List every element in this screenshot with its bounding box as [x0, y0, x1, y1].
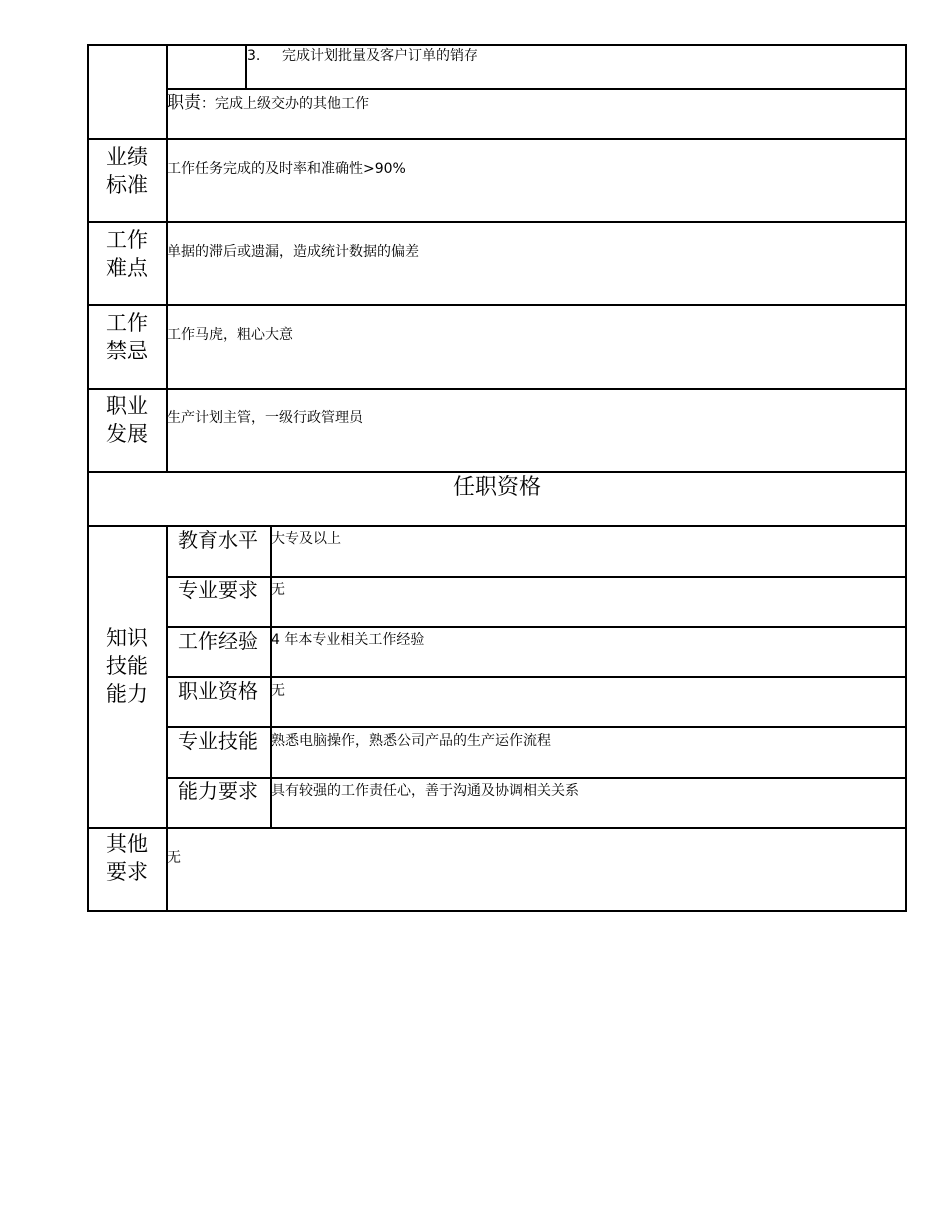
duty-other-text: ：完成上级交办的其他工作 — [201, 96, 369, 112]
work-difficulty-label: 工作 难点 — [106, 228, 148, 280]
table-border-bottom — [87, 910, 907, 912]
career-development-label: 职业 发展 — [106, 394, 148, 446]
work-difficulty-content: 单据的滞后或遗漏，造成统计数据的偏差 — [167, 244, 419, 260]
other-requirements-value: 无 — [167, 850, 181, 866]
qualification-label-ability: 能力要求 — [178, 779, 258, 803]
row-divider — [87, 304, 907, 306]
row-divider — [166, 626, 907, 628]
row-divider — [166, 726, 907, 728]
knowledge-skills-label: 知识 技能 能力 — [106, 626, 148, 706]
work-taboo-label: 工作 禁忌 — [106, 311, 148, 363]
qualification-value-ability: 具有较强的工作责任心，善于沟通及协调相关关系 — [271, 783, 579, 799]
row-divider — [87, 221, 907, 223]
qualification-value-certification: 无 — [271, 683, 285, 699]
row-divider — [166, 576, 907, 578]
table-border-right — [905, 44, 907, 912]
qualification-value-major: 无 — [271, 582, 285, 598]
row-divider — [166, 88, 907, 90]
other-requirements-label: 其他 要求 — [106, 832, 148, 884]
qualification-label-education: 教育水平 — [178, 528, 258, 552]
performance-standard-content: 工作任务完成的及时率和准确性>90% — [167, 161, 406, 177]
performance-standard-label: 业绩 标准 — [106, 145, 148, 197]
qualification-label-experience: 工作经验 — [178, 629, 258, 653]
qualification-value-experience: 4 年本专业相关工作经验 — [271, 632, 425, 648]
qualification-value-skills: 熟悉电脑操作，熟悉公司产品的生产运作流程 — [271, 733, 551, 749]
duty-3-number: 3. — [247, 48, 261, 64]
row-divider — [166, 777, 907, 779]
duty-other-label: 职责 — [167, 93, 201, 113]
row-divider — [87, 138, 907, 140]
row-divider — [87, 471, 907, 473]
qualification-value-education: 大专及以上 — [271, 531, 341, 547]
work-taboo-content: 工作马虎，粗心大意 — [167, 327, 293, 343]
row-divider — [166, 676, 907, 678]
career-development-content: 生产计划主管，一级行政管理员 — [167, 410, 363, 426]
qualifications-heading: 任职资格 — [452, 475, 541, 500]
duty-3-text: 完成计划批量及客户订单的销存 — [282, 48, 478, 64]
row-divider — [87, 388, 907, 390]
qualification-label-certification: 职业资格 — [178, 679, 258, 703]
row-divider — [87, 827, 907, 829]
qualification-label-skills: 专业技能 — [178, 729, 258, 753]
row-divider — [87, 525, 907, 527]
qualification-label-major: 专业要求 — [178, 578, 258, 602]
table-border-top — [87, 44, 907, 46]
